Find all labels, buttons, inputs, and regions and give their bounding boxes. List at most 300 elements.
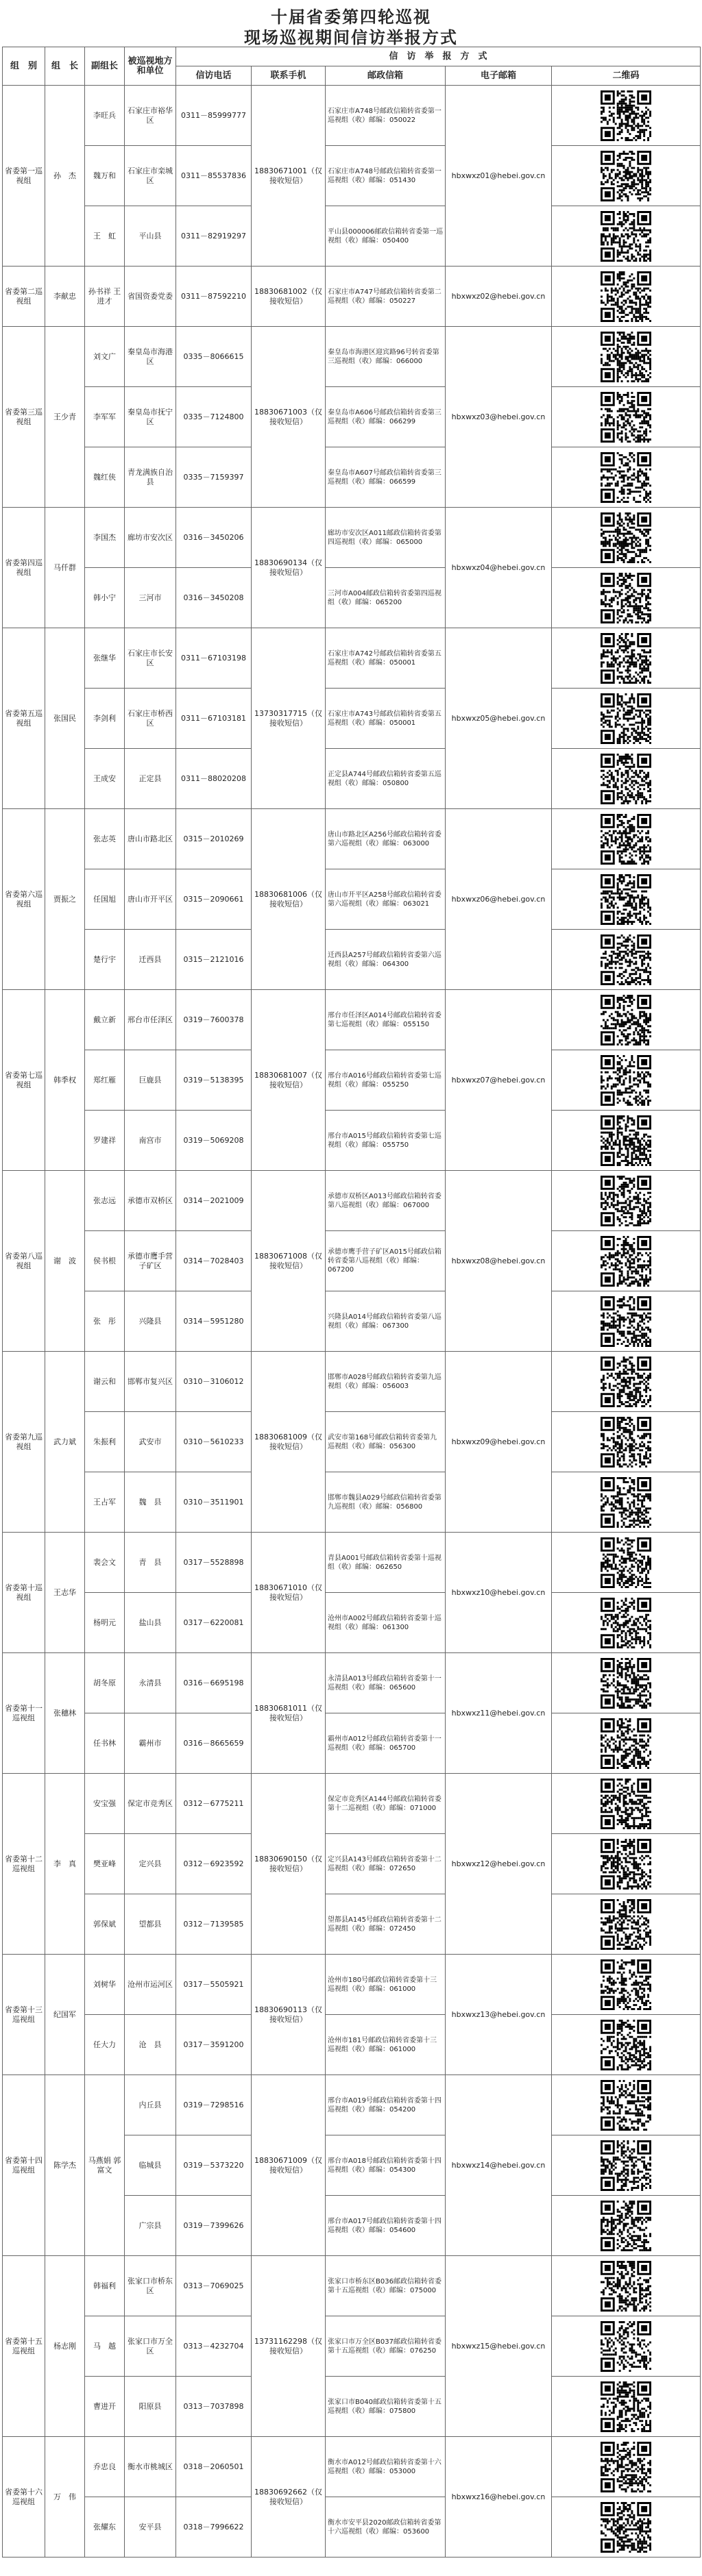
- phone-number: 0319－5069208: [176, 1111, 252, 1171]
- qr-code-cell: [552, 1171, 701, 1231]
- deputy-leader: 樊亚峰: [85, 1834, 125, 1894]
- mobile-number: 18830681002（仅接收短信）: [252, 267, 326, 327]
- mobile-number: 18830671010（仅接收短信）: [252, 1533, 326, 1653]
- group-leader: 陈学杰: [45, 2075, 85, 2256]
- qr-code-icon: [601, 2261, 651, 2312]
- qr-code-cell: [552, 206, 701, 267]
- deputy-leader: 刘树华: [85, 1955, 125, 2015]
- group-name: 省委第二巡视组: [3, 267, 45, 327]
- group-leader: 万 伟: [45, 2437, 85, 2558]
- group-leader: 孙 杰: [45, 86, 85, 267]
- email-address: hbxwxz04@hebei.gov.cn: [446, 508, 552, 628]
- deputy-leader: 朱振利: [85, 1412, 125, 1472]
- inspected-unit: 南宫市: [125, 1111, 176, 1171]
- email-address: hbxwxz09@hebei.gov.cn: [446, 1352, 552, 1533]
- mail-address: 沧州市181号邮政信箱转省委第十三巡视组（收）邮编：061000: [326, 2015, 446, 2075]
- mail-address: 承德市鹰手营子矿区A015号邮政信箱转省委第八巡视组（收）邮编：067200: [326, 1231, 446, 1291]
- inspected-unit: 石家庄市桥西区: [125, 689, 176, 749]
- qr-code-cell: [552, 1231, 701, 1291]
- deputy-leader: 曹进开: [85, 2377, 125, 2437]
- qr-code-icon: [601, 271, 651, 322]
- qr-code-icon: [601, 332, 651, 382]
- mobile-number: 18830671001（仅接收短信）: [252, 86, 326, 267]
- deputy-leader: 罗建祥: [85, 1111, 125, 1171]
- deputy-leader: 张 彤: [85, 1291, 125, 1352]
- inspected-unit: 巨鹿县: [125, 1050, 176, 1111]
- mobile-number: 13730317715（仅接收短信）: [252, 628, 326, 809]
- qr-code-cell: [552, 568, 701, 628]
- qr-code-cell: [552, 1894, 701, 1955]
- group-leader: 李 真: [45, 1774, 85, 1955]
- group-name: 省委第八巡视组: [3, 1171, 45, 1352]
- report-table: [2, 47, 701, 2558]
- deputy-leader: 马 越: [85, 2316, 125, 2377]
- inspected-unit: 武安市: [125, 1412, 176, 1472]
- qr-code-cell: [552, 1111, 701, 1171]
- qr-code-icon: [601, 1115, 651, 1166]
- group-name: 省委第一巡视组: [3, 86, 45, 267]
- qr-code-cell: [552, 508, 701, 568]
- mobile-number: 18830690150（仅接收短信）: [252, 1774, 326, 1955]
- mobile-number: 18830681006（仅接收短信）: [252, 809, 326, 990]
- mail-address: 张家口市万全区B037邮政信箱转省委第十五巡视组（收）邮编：076250: [326, 2316, 446, 2377]
- title-line1: 十届省委第四轮巡视: [271, 7, 431, 27]
- mail-address: 邢台市A017号邮政信箱转省委第十四巡视组（收）邮编：054600: [326, 2196, 446, 2256]
- mail-address: 邢台市A015号邮政信箱转省委第七巡视组（收）邮编：055750: [326, 1111, 446, 1171]
- table-row: [3, 1533, 701, 1593]
- inspected-unit: 秦皇岛市抚宁区: [125, 387, 176, 447]
- group-name: 省委第十二巡视组: [3, 1774, 45, 1955]
- phone-number: 0318－7996622: [176, 2497, 252, 2558]
- phone-number: 0311－85999777: [176, 86, 252, 146]
- email-address: hbxwxz08@hebei.gov.cn: [446, 1171, 552, 1352]
- qr-code-cell: [552, 1834, 701, 1894]
- table-row: [3, 689, 701, 749]
- inspected-unit: 盐山县: [125, 1593, 176, 1653]
- qr-code-icon: [601, 1417, 651, 1467]
- table-row: [3, 809, 701, 869]
- phone-number: 0314－2021009: [176, 1171, 252, 1231]
- mail-address: 霸州市A012号邮政信箱转省委第十一巡视组（收）邮编：065700: [326, 1713, 446, 1774]
- phone-number: 0312－6775211: [176, 1774, 252, 1834]
- mobile-number: 18830690134（仅接收短信）: [252, 508, 326, 628]
- phone-number: 0311－67103181: [176, 689, 252, 749]
- group-name: 省委第十六巡视组: [3, 2437, 45, 2558]
- qr-code-cell: [552, 2196, 701, 2256]
- inspected-unit: 承德市双桥区: [125, 1171, 176, 1231]
- phone-number: 0319－7298516: [176, 2075, 252, 2135]
- header-deputy: 副组长: [85, 47, 125, 86]
- deputy-leader: 孙书祥 王进才: [85, 267, 125, 327]
- qr-code-cell: [552, 2256, 701, 2316]
- deputy-leader: 裴会文: [85, 1533, 125, 1593]
- qr-code-cell: [552, 1653, 701, 1713]
- mail-address: 邢台市A018号邮政信箱转省委第十四巡视组（收）邮编：054300: [326, 2135, 446, 2196]
- deputy-leader: 谢云和: [85, 1352, 125, 1412]
- inspected-unit: 永清县: [125, 1653, 176, 1713]
- deputy-leader: 张志英: [85, 809, 125, 869]
- deputy-leader: 韩小宁: [85, 568, 125, 628]
- mail-address: 保定市竞秀区A144号邮政信箱转省委第十二巡视组（收）邮编：071000: [326, 1774, 446, 1834]
- table-row: [3, 2377, 701, 2437]
- qr-code-cell: [552, 1291, 701, 1352]
- mail-address: 唐山市路北区A256号邮政信箱转省委第六巡视组（收）邮编：063000: [326, 809, 446, 869]
- table-row: [3, 1955, 701, 2015]
- qr-code-icon: [601, 1899, 651, 1950]
- qr-code-icon: [601, 2080, 651, 2131]
- email-address: hbxwxz14@hebei.gov.cn: [446, 2075, 552, 2256]
- qr-code-cell: [552, 1050, 701, 1111]
- qr-code-cell: [552, 1533, 701, 1593]
- phone-number: 0317－3591200: [176, 2015, 252, 2075]
- mail-address: 青县A001号邮政信箱转省委第十巡视组（收）邮编：062650: [326, 1533, 446, 1593]
- group-name: 省委第十五巡视组: [3, 2256, 45, 2437]
- qr-code-cell: [552, 447, 701, 508]
- mail-address: 邯郸市魏县A029号邮政信箱转省委第九巡视组（收）邮编：056800: [326, 1472, 446, 1533]
- deputy-leader: 张继华: [85, 628, 125, 689]
- phone-number: 0311－67103198: [176, 628, 252, 689]
- table-row: [3, 1894, 701, 1955]
- phone-number: 0310－3106012: [176, 1352, 252, 1412]
- group-leader: 纪国军: [45, 1955, 85, 2075]
- phone-number: 0335－7159397: [176, 447, 252, 508]
- mail-address: 廊坊市安次区A011邮政信箱转省委第四巡视组（收）邮编：065000: [326, 508, 446, 568]
- group-name: 省委第九巡视组: [3, 1352, 45, 1533]
- table-row: [3, 1713, 701, 1774]
- table-row: [3, 2497, 701, 2558]
- qr-code-cell: [552, 1593, 701, 1653]
- table-row: [3, 1834, 701, 1894]
- qr-code-cell: [552, 749, 701, 809]
- mobile-number: 18830671003（仅接收短信）: [252, 327, 326, 508]
- inspected-unit: 平山县: [125, 206, 176, 267]
- table-row: [3, 568, 701, 628]
- phone-number: 0312－6923592: [176, 1834, 252, 1894]
- header-leader: 组 长: [45, 47, 85, 86]
- table-row: [3, 2316, 701, 2377]
- table-row: [3, 1171, 701, 1231]
- qr-code-icon: [601, 1176, 651, 1226]
- group-name: 省委第七巡视组: [3, 990, 45, 1171]
- table-row: [3, 1774, 701, 1834]
- group-name: 省委第十巡视组: [3, 1533, 45, 1653]
- email-address: hbxwxz11@hebei.gov.cn: [446, 1653, 552, 1774]
- mail-address: 石家庄市A747号邮政信箱转省委第二巡视组（收）邮编：050227: [326, 267, 446, 327]
- qr-code-cell: [552, 990, 701, 1050]
- inspected-unit: 阳原县: [125, 2377, 176, 2437]
- qr-code-icon: [601, 151, 651, 201]
- phone-number: 0316－3450206: [176, 508, 252, 568]
- mail-address: 邯郸市A028号邮政信箱转省委第九巡视组（收）邮编：056003: [326, 1352, 446, 1412]
- mobile-number: 18830671009（仅接收短信）: [252, 2075, 326, 2256]
- mail-address: 张家口市桥东区B036邮政信箱转省委第十五巡视组（收）邮编：075000: [326, 2256, 446, 2316]
- mail-address: 承德市双桥区A013号邮政信箱转省委第八巡视组（收）邮编：067000: [326, 1171, 446, 1231]
- qr-code-icon: [601, 1296, 651, 1347]
- qr-code-icon: [601, 2442, 651, 2492]
- mail-address: 秦皇岛市A606号邮政信箱转省委第三巡视组（收）邮编：066299: [326, 387, 446, 447]
- qr-code-icon: [601, 512, 651, 563]
- deputy-leader: 张志远: [85, 1171, 125, 1231]
- qr-code-icon: [601, 2020, 651, 2070]
- phone-number: 0311－88020208: [176, 749, 252, 809]
- header-qr: 二维码: [552, 66, 701, 86]
- qr-code-icon: [601, 2502, 651, 2553]
- qr-code-icon: [601, 573, 651, 623]
- inspected-unit: 兴隆县: [125, 1291, 176, 1352]
- qr-code-cell: [552, 1412, 701, 1472]
- table-row: [3, 1593, 701, 1653]
- deputy-leader: 郭保斌: [85, 1894, 125, 1955]
- deputy-leader: 刘文广: [85, 327, 125, 387]
- phone-number: 0312－7139585: [176, 1894, 252, 1955]
- qr-code-icon: [601, 1598, 651, 1648]
- group-leader: 武力斌: [45, 1352, 85, 1533]
- phone-number: 0311－82919297: [176, 206, 252, 267]
- qr-code-icon: [601, 2140, 651, 2191]
- group-leader: 张穗林: [45, 1653, 85, 1774]
- phone-number: 0319－5373220: [176, 2135, 252, 2196]
- table-row: [3, 869, 701, 930]
- qr-code-icon: [601, 934, 651, 985]
- group-leader: 韩季权: [45, 990, 85, 1171]
- group-leader: 王少青: [45, 327, 85, 508]
- deputy-leader: 李国杰: [85, 508, 125, 568]
- deputy-leader: 安宝强: [85, 1774, 125, 1834]
- email-address: hbxwxz03@hebei.gov.cn: [446, 327, 552, 508]
- qr-code-icon: [601, 1779, 651, 1829]
- inspected-unit: 衡水市桃城区: [125, 2437, 176, 2497]
- group-leader: 杨志刚: [45, 2256, 85, 2437]
- table-row: [3, 267, 701, 327]
- table-row: [3, 2256, 701, 2316]
- qr-code-icon: [601, 1959, 651, 2010]
- mail-address: 兴隆县A014号邮政信箱转省委第八巡视组（收）邮编：067300: [326, 1291, 446, 1352]
- group-name: 省委第三巡视组: [3, 327, 45, 508]
- phone-number: 0315－2010269: [176, 809, 252, 869]
- inspected-unit: 石家庄市裕华区: [125, 86, 176, 146]
- inspected-unit: 承德市鹰手营子矿区: [125, 1231, 176, 1291]
- group-name: 省委第五巡视组: [3, 628, 45, 809]
- qr-code-icon: [601, 2201, 651, 2251]
- phone-number: 0319－5138395: [176, 1050, 252, 1111]
- phone-number: 0335－8066615: [176, 327, 252, 387]
- table-row: [3, 1291, 701, 1352]
- inspected-unit: 迁西县: [125, 930, 176, 990]
- table-row: [3, 2015, 701, 2075]
- deputy-leader: 胡冬原: [85, 1653, 125, 1713]
- email-address: hbxwxz15@hebei.gov.cn: [446, 2256, 552, 2437]
- deputy-leader: 任书林: [85, 1713, 125, 1774]
- qr-code-icon: [601, 1658, 651, 1709]
- mail-address: 沧州市A002号邮政信箱转省委第十巡视组（收）邮编：061300: [326, 1593, 446, 1653]
- phone-number: 0316－8665659: [176, 1713, 252, 1774]
- qr-code-cell: [552, 1774, 701, 1834]
- qr-code-icon: [601, 2321, 651, 2372]
- mail-address: 秦皇岛市A607号邮政信箱转省委第三巡视组（收）邮编：066599: [326, 447, 446, 508]
- header-group: 组 别: [3, 47, 45, 86]
- email-address: hbxwxz02@hebei.gov.cn: [446, 267, 552, 327]
- deputy-leader: 马燕娟 郭富文: [85, 2075, 125, 2256]
- qr-code-icon: [601, 1477, 651, 1528]
- phone-number: 0316－3450208: [176, 568, 252, 628]
- qr-code-icon: [601, 2381, 651, 2432]
- mail-address: 秦皇岛市海港区迎宾路96号转省委第三巡视组（收）邮编：066000: [326, 327, 446, 387]
- group-leader: 张国民: [45, 628, 85, 809]
- deputy-leader: 李军军: [85, 387, 125, 447]
- table-row: [3, 1472, 701, 1533]
- qr-code-icon: [601, 211, 651, 262]
- phone-number: 0314－5951280: [176, 1291, 252, 1352]
- mail-address: 定兴县A143号邮政信箱转省委第十二巡视组（收）邮编：072650: [326, 1834, 446, 1894]
- qr-code-icon: [601, 633, 651, 684]
- qr-code-cell: [552, 2497, 701, 2558]
- table-row: [3, 1050, 701, 1111]
- header-email: 电子邮箱: [446, 66, 552, 86]
- qr-code-cell: [552, 1955, 701, 2015]
- inspected-unit: 三河市: [125, 568, 176, 628]
- group-name: 省委第四巡视组: [3, 508, 45, 628]
- qr-code-cell: [552, 387, 701, 447]
- qr-code-cell: [552, 628, 701, 689]
- qr-code-icon: [601, 1839, 651, 1890]
- deputy-leader: 侯书根: [85, 1231, 125, 1291]
- deputy-leader: 王成安: [85, 749, 125, 809]
- mail-address: 石家庄市A742号邮政信箱转省委第五巡视组（收）邮编：050001: [326, 628, 446, 689]
- deputy-leader: 任国旭: [85, 869, 125, 930]
- mail-address: 邢台市A016号邮政信箱转省委第七巡视组（收）邮编：055250: [326, 1050, 446, 1111]
- table-row: [3, 930, 701, 990]
- phone-number: 0319－7600378: [176, 990, 252, 1050]
- table-row: [3, 1653, 701, 1713]
- phone-number: 0318－2060501: [176, 2437, 252, 2497]
- email-address: hbxwxz12@hebei.gov.cn: [446, 1774, 552, 1955]
- mail-address: 永清县A013号邮政信箱转省委第十一巡视组（收）邮编：065600: [326, 1653, 446, 1713]
- email-address: hbxwxz06@hebei.gov.cn: [446, 809, 552, 990]
- table-body: [3, 86, 701, 2558]
- mail-address: 石家庄市A748号邮政信箱转省委第一巡视组（收）邮编：051430: [326, 146, 446, 206]
- deputy-leader: 任大力: [85, 2015, 125, 2075]
- phone-number: 0313－4232704: [176, 2316, 252, 2377]
- deputy-leader: 戴立新: [85, 990, 125, 1050]
- qr-code-cell: [552, 2015, 701, 2075]
- phone-number: 0335－7124800: [176, 387, 252, 447]
- mobile-number: 18830692662（仅接收短信）: [252, 2437, 326, 2558]
- deputy-leader: 魏红侠: [85, 447, 125, 508]
- inspected-unit: 青龙满族自治县: [125, 447, 176, 508]
- deputy-leader: 杨明元: [85, 1593, 125, 1653]
- qr-code-cell: [552, 1472, 701, 1533]
- table-row: [3, 990, 701, 1050]
- qr-code-cell: [552, 2075, 701, 2135]
- header-unit: 被巡视地方和单位: [125, 47, 176, 86]
- mail-address: 唐山市开平区A258号邮政信箱转省委第六巡视组（收）邮编：063021: [326, 869, 446, 930]
- deputy-leader: 张耀东: [85, 2497, 125, 2558]
- group-leader: 王志华: [45, 1533, 85, 1653]
- deputy-leader: 乔忠良: [85, 2437, 125, 2497]
- mail-address: 沧州市180号邮政信箱转省委第十三巡视组（收）邮编：061000: [326, 1955, 446, 2015]
- table-row: [3, 1412, 701, 1472]
- qr-code-cell: [552, 146, 701, 206]
- mail-address: 迁西县A257号邮政信箱转省委第六巡视组（收）邮编：064300: [326, 930, 446, 990]
- group-leader: 马仟群: [45, 508, 85, 628]
- table-row: [3, 327, 701, 387]
- inspected-unit: 唐山市开平区: [125, 869, 176, 930]
- phone-number: 0317－5528898: [176, 1533, 252, 1593]
- table-row: [3, 1231, 701, 1291]
- mail-address: 张家口市B040邮政信箱转省委第十五巡视组（收）邮编：075800: [326, 2377, 446, 2437]
- phone-number: 0315－2121016: [176, 930, 252, 990]
- qr-code-icon: [601, 452, 651, 503]
- inspected-unit: 望都县: [125, 1894, 176, 1955]
- mail-address: 正定县A744号邮政信箱转省委第五巡视组（收）邮编：050800: [326, 749, 446, 809]
- inspected-unit: 内丘县: [125, 2075, 176, 2135]
- phone-number: 0310－3511901: [176, 1472, 252, 1533]
- inspected-unit: 邢台市任泽区: [125, 990, 176, 1050]
- inspected-unit: 沧 县: [125, 2015, 176, 2075]
- inspected-unit: 正定县: [125, 749, 176, 809]
- qr-code-icon: [601, 90, 651, 141]
- inspected-unit: 张家口市桥东区: [125, 2256, 176, 2316]
- mobile-number: 18830681007（仅接收短信）: [252, 990, 326, 1171]
- qr-code-cell: [552, 327, 701, 387]
- table-row: [3, 447, 701, 508]
- header-contact: 信 访 举 报 方 式: [176, 47, 701, 66]
- qr-code-cell: [552, 2377, 701, 2437]
- mobile-number: 18830681011（仅接收短信）: [252, 1653, 326, 1774]
- qr-code-icon: [601, 1236, 651, 1287]
- inspected-unit: 保定市竞秀区: [125, 1774, 176, 1834]
- inspected-unit: 安平县: [125, 2497, 176, 2558]
- qr-code-icon: [601, 1718, 651, 1769]
- phone-number: 0316－6695198: [176, 1653, 252, 1713]
- deputy-leader: 郑红雁: [85, 1050, 125, 1111]
- page-title: [0, 0, 702, 47]
- qr-code-cell: [552, 2135, 701, 2196]
- inspected-unit: 青 县: [125, 1533, 176, 1593]
- inspected-unit: 临城县: [125, 2135, 176, 2196]
- group-name: 省委第十三巡视组: [3, 1955, 45, 2075]
- mobile-number: 18830690113（仅接收短信）: [252, 1955, 326, 2075]
- mobile-number: 18830671008（仅接收短信）: [252, 1171, 326, 1352]
- header-phone: 信访电话: [176, 66, 252, 86]
- mail-address: 三河市A004邮政信箱转省委第四巡视组（收）邮编：065200: [326, 568, 446, 628]
- deputy-leader: 李剑利: [85, 689, 125, 749]
- qr-code-icon: [601, 874, 651, 925]
- mail-address: 邢台市任泽区A014号邮政信箱转省委第七巡视组（收）邮编：055150: [326, 990, 446, 1050]
- qr-code-icon: [601, 814, 651, 865]
- phone-number: 0317－5505921: [176, 1955, 252, 2015]
- qr-code-cell: [552, 86, 701, 146]
- inspected-unit: 省国资委党委: [125, 267, 176, 327]
- qr-code-icon: [601, 693, 651, 744]
- phone-number: 0313－7069025: [176, 2256, 252, 2316]
- group-name: 省委第十四巡视组: [3, 2075, 45, 2256]
- deputy-leader: 王 虹: [85, 206, 125, 267]
- table-row: [3, 387, 701, 447]
- qr-code-cell: [552, 1352, 701, 1412]
- qr-code-cell: [552, 809, 701, 869]
- deputy-leader: 李旺兵: [85, 86, 125, 146]
- mobile-number: 13731162298（仅接收短信）: [252, 2256, 326, 2437]
- header-mail: 邮政信箱: [326, 66, 446, 86]
- inspected-unit: 霸州市: [125, 1713, 176, 1774]
- inspected-unit: 廊坊市安次区: [125, 508, 176, 568]
- deputy-leader: 韩福利: [85, 2256, 125, 2316]
- group-leader: 谢 波: [45, 1171, 85, 1352]
- phone-number: 0317－6220081: [176, 1593, 252, 1653]
- qr-code-cell: [552, 2316, 701, 2377]
- table-row: [3, 1352, 701, 1412]
